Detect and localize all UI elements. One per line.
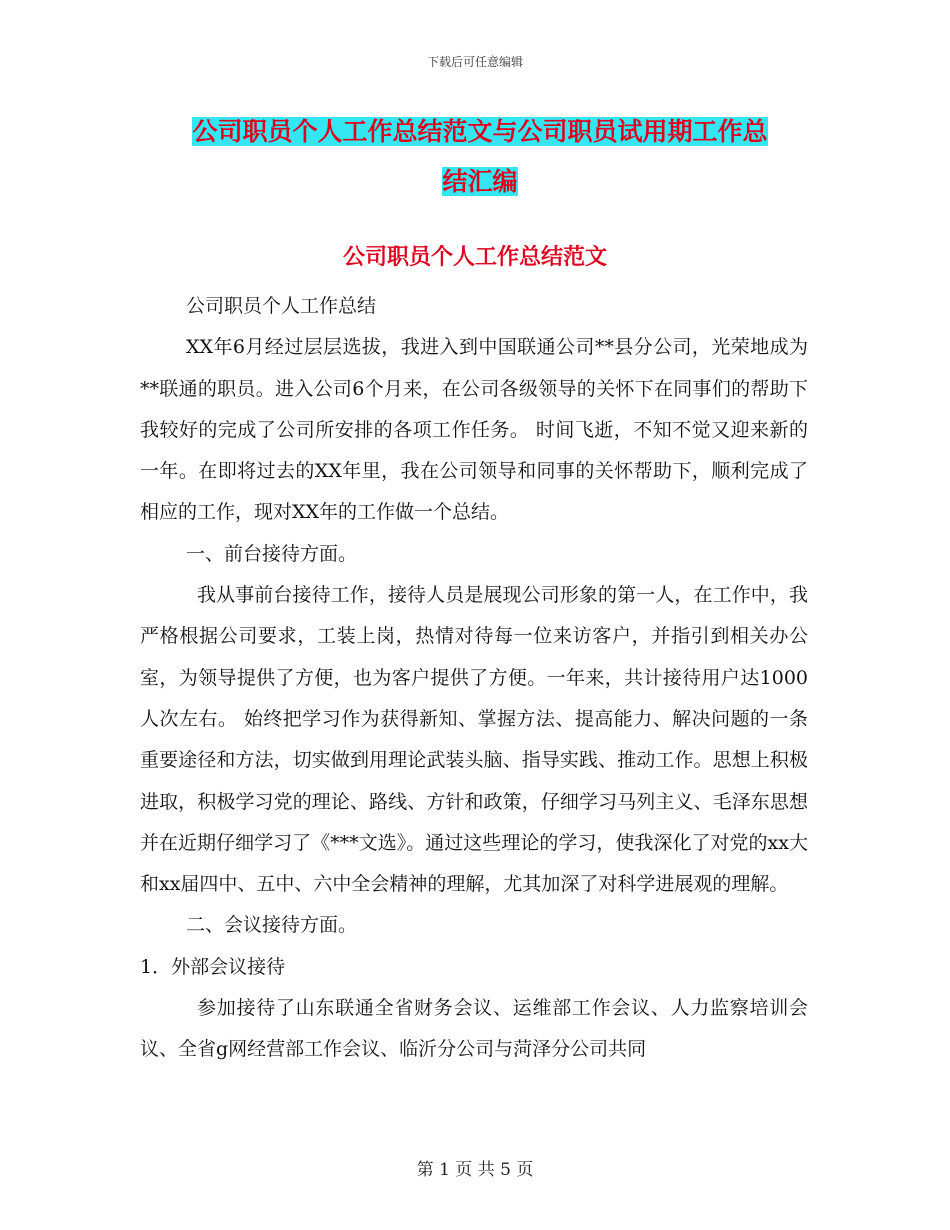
heading-reception: 一、前台接待方面。	[186, 542, 358, 565]
document-title	[140, 107, 820, 207]
section-title: 公司职员个人工作总结范文	[342, 244, 607, 270]
paragraph-subtitle: 公司职员个人工作总结	[186, 295, 377, 317]
paragraph-intro: XX年6月经过层层选拔，我进入到中国联通公司**县分公司，光荣地成为**联通的职员。进入公司6个月来，在公司各级领导的关怀下在同事们的帮助下我较好的完成了公司所安排的各项工作任务。 时间飞逝，不知不觉又迎来新的一年。在即将过去的XX年里，我在公司领导和同事的关怀帮助下，顺利完成了相应的工作，现对XX年的工作做一个总结。	[140, 336, 808, 524]
document-body	[140, 286, 808, 1071]
paragraph-reception: 我从事前台接待工作，接待人员是展现公司形象的第一人，在工作中，我严格根据公司要求，工装上岗，热情对待每一位来访客户，并指引到相关办公室，为领导提供了方便，也为客户提供了方便。一年来，共计接待用户达1000人次左右。 始终把学习作为获得新知、掌握方法、提高能力、解决问题的一条重要途径和方法，切实做到用理论武装头脑、指导实践、推动工作。思想上积极进取，积极学习党的理论、路线、方针和政策，仔细学习马列主义、毛泽东思想并在近期仔细学习了《***文选》。通过这些理论的学习，使我深化了对党的xx大和xx届四中、五中、六中全会精神的理解，尤其加深了对科学进展观的理解。	[140, 584, 808, 896]
document-title-line-2: 结汇编	[442, 167, 518, 196]
heading-meeting: 二、会议接待方面。	[186, 914, 358, 937]
heading-external-meeting: 1．外部会议接待	[140, 955, 286, 978]
header-note: 下载后可任意编辑	[426, 55, 523, 69]
page-number: 第 1 页 共 5 页	[416, 1160, 534, 1180]
document-title-line-1: 公司职员个人工作总结范文与公司职员试用期工作总	[192, 117, 768, 146]
paragraph-external-meeting: 参加接待了山东联通全省财务会议、运维部工作会议、人力监察培训会议、全省g网经营部工作会议、临沂分公司与菏泽分公司共同	[140, 997, 808, 1061]
